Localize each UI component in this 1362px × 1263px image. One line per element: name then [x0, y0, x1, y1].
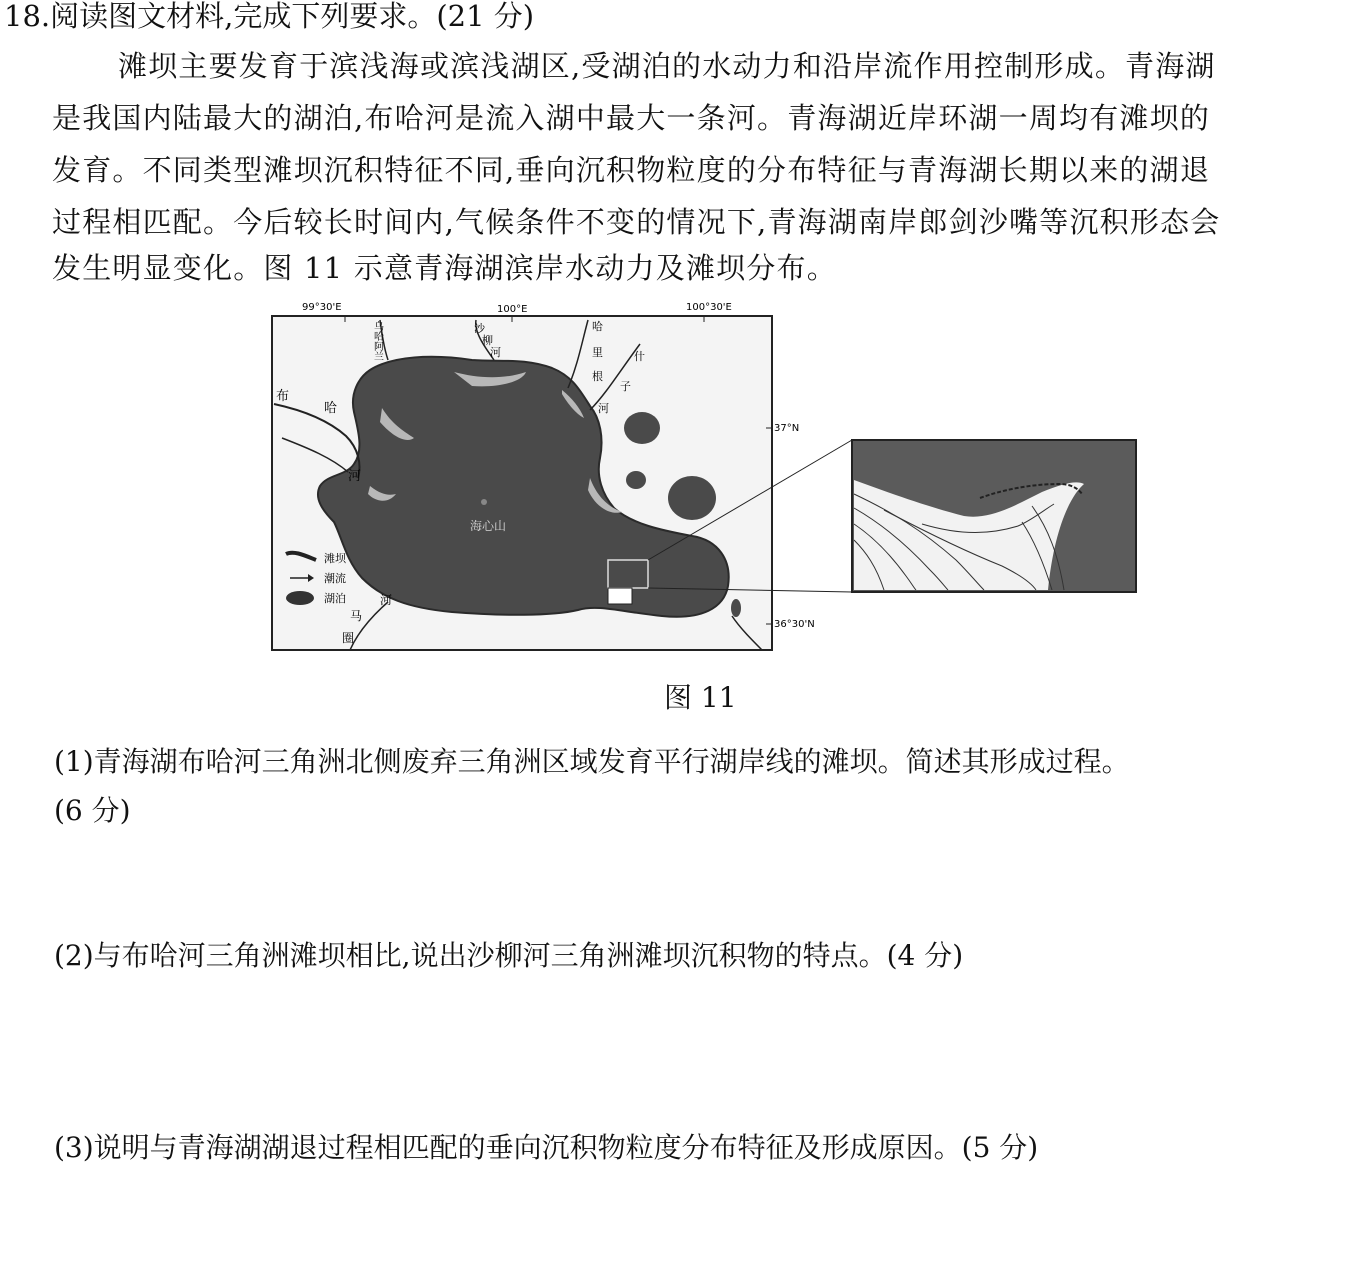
lat-label-2: 36°30'N: [774, 619, 815, 630]
figure-11-map: [262, 298, 1142, 658]
river-label-heima-3: 圈: [342, 631, 355, 645]
river-label-jizi-1: 什: [634, 350, 645, 363]
island-marker: [481, 499, 487, 505]
river-label-buha-3: 河: [348, 469, 362, 484]
river-label-buha-1: 布: [276, 389, 290, 404]
lon-label-3: 100°30'E: [686, 302, 732, 313]
paragraph-line-1: 滩坝主要发育于滨浅海或滨浅湖区,受湖泊的水动力和沿岸流作用控制形成。青海湖: [118, 49, 1216, 83]
paragraph-line-3: 发育。不同类型滩坝沉积特征不同,垂向沉积物粒度的分布特征与青海湖长期以来的湖退: [52, 153, 1211, 187]
lon-label-2: 100°E: [497, 304, 528, 315]
legend-sandbar-label: 滩坝: [324, 552, 346, 565]
river-label-buha-2: 哈: [324, 401, 338, 416]
small-lake-2: [626, 471, 646, 489]
lon-label-1: 99°30'E: [302, 302, 342, 313]
river-label-wuhalagou-4: 兰: [374, 352, 384, 363]
legend-lake-label: 湖泊: [324, 592, 346, 605]
paragraph-line-2: 是我国内陆最大的湖泊,布哈河是流入湖中最大一条河。青海湖近岸环湖一周均有滩坝的: [52, 101, 1211, 135]
river-label-wuhalagou-3: 阿: [374, 342, 384, 353]
small-lake-3: [668, 476, 716, 520]
river-label-hali-3: 根: [592, 370, 603, 383]
river-label-heima-2: 马: [350, 609, 363, 623]
island-label: 海心山: [470, 519, 507, 533]
river-label-wuhalagou-2: 哈: [374, 332, 384, 343]
river-label-shaliu-1: 沙: [474, 322, 485, 335]
figure-caption: 图 11: [664, 681, 737, 714]
subquestion-3: (3)说明与青海湖湖退过程相匹配的垂向沉积物粒度分布特征及形成原因。(5 分): [54, 1131, 1039, 1164]
small-lake-4: [731, 599, 741, 617]
river-label-hali-1: 哈: [592, 320, 603, 333]
river-label-shaliu-3: 河: [490, 346, 501, 359]
small-lake-1: [624, 412, 660, 444]
map-svg: [262, 298, 1142, 658]
lat-label-1: 37°N: [774, 423, 800, 434]
river-label-jizi-2: 子: [620, 380, 631, 393]
river-label-hali-4: 河: [598, 402, 609, 415]
subquestion-1-line-2: (6 分): [54, 794, 131, 827]
river-label-shaliu-2: 柳: [482, 334, 493, 347]
question-title: 18.阅读图文材料,完成下列要求。(21 分): [4, 0, 535, 33]
paragraph-line-4: 过程相匹配。今后较长时间内,气候条件不变的情况下,青海湖南岸郎剑沙嘴等沉积形态会: [52, 205, 1221, 239]
subquestion-2: (2)与布哈河三角洲滩坝相比,说出沙柳河三角洲滩坝沉积物的特点。(4 分): [54, 939, 964, 972]
legend-current-label: 潮流: [324, 572, 346, 585]
paragraph-line-5: 发生明显变化。图 11 示意青海湖滨岸水动力及滩坝分布。: [52, 251, 837, 285]
river-label-wuhalagou-1: 乌: [374, 322, 384, 333]
legend-lake-icon: [286, 591, 314, 605]
subquestion-1-line-1: (1)青海湖布哈河三角洲北侧废弃三角洲区域发育平行湖岸线的滩坝。简述其形成过程。: [54, 745, 1130, 778]
river-label-hali-2: 里: [592, 346, 603, 359]
detail-locator-notch: [608, 588, 632, 604]
river-label-heima-1: 河: [380, 593, 393, 607]
